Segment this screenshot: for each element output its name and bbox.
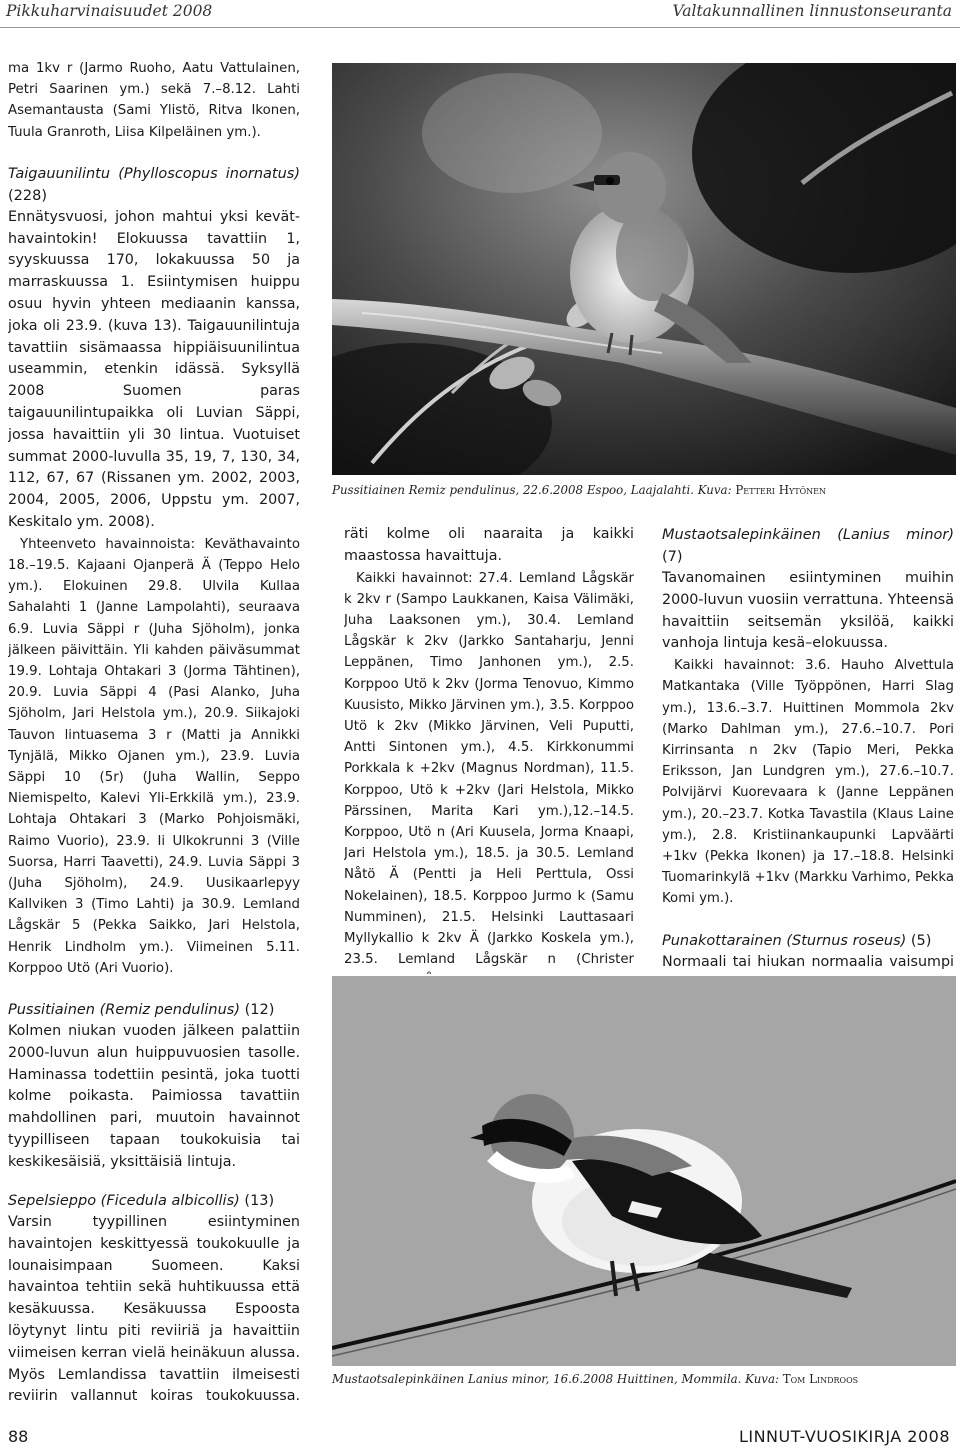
species-heading-pussitiainen [8, 999, 300, 1021]
column-right [662, 524, 954, 974]
header-series-title: Valtakunnallinen linnustonseuranta [672, 2, 952, 20]
taigauunilintu-body: Ennätysvuosi, johon mahtui yksi keväthavaintokin! Elokuussa tavattiin 1, syyskuussa 170, lokakuussa 50 ja marraskuussa 1. Esiintymisen huippu osuu hyvin yhteen mediaanin kanssa, joka oli 23.9. (kuva 13). Taigauunilintuja tavattiin sisämaassa hippiäisuunilintua useammin, etenkin idässä. Syksyllä 2008 Suomen paras taigauunilintupaikka oli Luvian Säppi, jossa havaittiin yli 30 lintua. Vuotuiset summat 2000-luvulla 35, 19, 7, 130, 34, 112, 67, 67 (Rissanen ym. 2002, 2003, 2004, 2005, 2006, Uppstu ym. 2007, Keskitalo ym. 2008). [8, 208, 300, 530]
species-name: Pussitiainen [8, 1002, 95, 1019]
sepelsieppo-body: Varsin tyypillinen esiintyminen havaintojen keskittyessä toukokuulle ja lounaisimpaan Suomeen. Kaksi havaintoa tehtiin sekä huhtikuussa että kesäkuussa. Kesäkuussa Espoosta löytynyt lintu piti reviiriä ja havaittiin viimeisen kerran vielä heinäkuun alussa. Myös Lemlandissa tavattiin ilmeisesti reviirin vallannut koiras toukokuussa. [8, 1214, 300, 1405]
species-count: (12) [244, 1002, 275, 1019]
species-scientific-name: (Phylloscopus inornatus) [118, 165, 300, 182]
species-count: (13) [244, 1193, 275, 1209]
header-section-title: Pikkuharvinaisuudet 2008 [6, 2, 213, 20]
shrike-on-wire-photo [332, 976, 956, 1366]
publication-name: LINNUT-VUOSIKIRJA 2008 [738, 1427, 950, 1446]
species-name: Mustaotsalepinkäinen [662, 527, 821, 543]
species-heading-taigauunilintu [8, 163, 300, 207]
species-count: (7) [662, 549, 683, 565]
caption-text: Pussitiainen Remiz pendulinus, 22.6.2008 Espoo, Laajalahti. Kuva: [332, 483, 736, 497]
photo-caption-mustaotsalepinkainen [332, 1372, 858, 1386]
species-name: Punakottarainen [662, 932, 782, 949]
photo-caption-pussitiainen [332, 483, 826, 497]
photographer-credit: Petteri Hytönen [735, 483, 827, 497]
species-name: Sepelsieppo [8, 1193, 97, 1209]
running-header [0, 0, 960, 28]
species-heading-sepelsieppo [8, 1190, 300, 1212]
sepelsieppo-observations: Kaikki havainnot: 27.4. Lemland Lågskär k 2kv r (Sampo Laukkanen, Kaisa Välimäki, Juha Laaksonen ym.), 30.4. Lemland Lågskär k 2kv (Jarkko Santaharju, Jenni Leppänen, Timo Janhonen ym.), 2.5. Korppoo Utö k 2kv (Jorma Tenovuo, Kimmo Kuusisto, Mikko Järvinen ym.), 3.5. Korppoo Utö k 2kv (Mikko Järvinen, Veli Puputti, Antti Sintonen ym.), 4.5. Kirkkonummi Porkkala k +2kv (Magnus Nordman), 11.5. Korppoo, Utö k +2kv (Jari Helstola, Mikko Pärssinen, Marita Kari ym.),12.–14.5. Korppoo, Utö n (Ari Kuusela, Jorma Knaapi, Jari Helstola ym.), 18.5. ja 30.5. Lemland Nåtö Ä (Pentti ja Heli Perttula, Ossi Nokelainen), 18.5. Korppoo Jurmo k (Samu Numminen), 21.5. Helsinki Lauttasaari Myllykallio k 2kv Ä (Jarkko Koskela ym.), 23.5. Lemland Lågskär n (Christer [344, 570, 634, 968]
photographer-credit: Tom Lindroos [782, 1372, 859, 1386]
species-scientific-name: (Remiz pendulinus) [99, 1002, 240, 1019]
species-heading-mustaotsalepinkainen [662, 524, 954, 568]
bird-on-branch-photo [332, 63, 956, 475]
species-heading-punakottarainen [662, 930, 954, 952]
species-count: (228) [8, 187, 47, 204]
column-middle [344, 524, 634, 974]
species-scientific-name: (Sturnus roseus) [786, 932, 907, 949]
intro-paragraph: ma 1kv r (Jarmo Ruoho, Aatu Vattulainen, Petri Saarinen ym.) sekä 7.–8.12. Lahti Asemantausta (Sami Ylistö, Ritva Ikonen, Tuula Granroth, Liisa Kilpeläinen ym.). [8, 61, 300, 140]
species-name: Taigauunilintu [8, 165, 111, 182]
punakottarainen-body: Normaali tai hiukan normaalia vaisumpi [662, 953, 954, 970]
page-number: 88 [8, 1427, 29, 1446]
photo-pussitiainen [332, 63, 956, 475]
sepelsieppo-body-continued: räti kolme oli naaraita ja kaikki maastossa havaittuja. [344, 526, 634, 564]
mustaotsalepinkainen-observations: Kaikki havainnot: 3.6. Hauho Alvettula Matkantaka (Ville Työppönen, Harri Slag ym.), 13.6.–3.7. Huittinen Mommola 2kv (Marko Dahlman ym.), 27.6.–10.7. Pori Kirrinsanta n 2kv (Tapio Meri, Pekka Eriksson, Jan Lundgren ym.), 27.6.–10.7. Polvijärvi Kuorevaara k (Janne Leppänen ym.), 20.–23.7. Kotka Tavastila (Klaus Laine ym.), 2.8. Kristiinankaupunki Lapväärti +1kv (Pekka Ikonen) ja 17.–18.8. Helsinki Tuomarinkylä +1kv (Markku Varhimo, Pekka Komi ym.). [662, 658, 954, 907]
species-count: (5) [910, 932, 932, 949]
pussitiainen-body: Kolmen niukan vuoden jälkeen palattiin 2000-luvun alun huippuvuosien tasolle. Haminassa todettiin pesintä, joka tuotti kolme poikasta. Paimiossa tavattiin mahdollinen pari, muutoin havainnot tyypilliseen tapaan toukokuisia tai keskikesäisiä, yksittäisiä lintuja. [8, 1023, 300, 1170]
photo-mustaotsalepinkainen [332, 976, 956, 1366]
taigauunilintu-summary: Yhteenveto havainnoista: Keväthavainto 18.–19.5. Kajaani Ojanperä Ä (Teppo Helo ym.). Elokuinen 29.8. Ulvila Kullaa Sahalahti 1 (Janne Lampolahti), seuraava 6.9. Luvia Säppi r (Juha Sjöholm), jonka jälkeen päivittäin. Yli kahden päiväsummat 19.9. Lohtaja Ohtakari 3 (Jorma Tähtinen), 20.9. Luvia Säppi 4 (Pasi Alanko, Juha Sjöholm, Jari Helstola ym.), 20.9. Siikajoki Tauvon lintuasema 3 r (Matti ja Annikki Tynjälä, Mikko Ojanen ym.), 23.9. Luvia Säppi 10 (5r) (Juha Wallin, Seppo Niemispelto, Kalevi Yli-Erkkilä ym.), 23.9. Lohtaja Ohtakari 3 (Marko Pohjoismäki, Raimo Vuorio), 23.9. Ii Ulkokrunni 3 (Ville Suorsa, Harri Taavetti), 24.9. Luvia Säppi 3 (Juha Sjöholm), 24.9. Uusikaarlepyy Kallviken 3 (Timo Lahti) ja 30.9. Lemland Lågskär 5 (Pekka Saikko, Jari Helstola, Henrik Lindholm ym.). Viimeinen 5.11. Korppoo Utö (Ari Vuorio). [8, 536, 300, 976]
caption-text: Mustaotsalepinkäinen Lanius minor, 16.6.2008 Huittinen, Mommila. Kuva: [332, 1372, 783, 1386]
mustaotsalepinkainen-body: Tavanomainen esiintyminen muihin 2000-luvun vuosiin verrattuna. Yhteensä havaittiin seitsemän yksilöä, kaikki vanhoja lintuja kesä–elokuussa. [662, 570, 954, 652]
header-rule [0, 27, 960, 28]
species-scientific-name: (Ficedula albicollis) [100, 1193, 240, 1209]
species-scientific-name: (Lanius minor) [837, 527, 954, 543]
column-left-lower [8, 1190, 300, 1410]
column-left [8, 58, 300, 1174]
